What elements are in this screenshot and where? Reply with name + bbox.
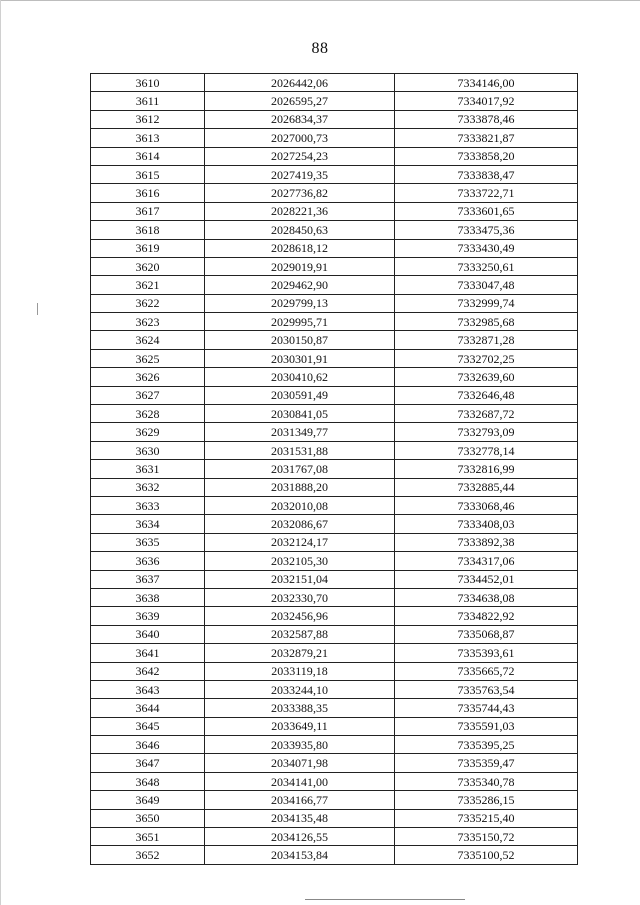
y-coordinate-cell: 7333047,48 (395, 276, 578, 294)
table-row (91, 717, 578, 735)
y-coordinate-cell: 7333430,49 (395, 239, 578, 257)
y-coordinate-cell: 7333838,47 (395, 165, 578, 183)
point-number-cell: 3612 (91, 110, 205, 128)
x-coordinate-cell: 2033244,10 (205, 680, 395, 698)
y-coordinate-cell: 7332639,60 (395, 368, 578, 386)
y-coordinate-cell: 7334146,00 (395, 74, 578, 92)
table-row (91, 644, 578, 662)
x-coordinate-cell: 2032010,08 (205, 496, 395, 514)
table-row (91, 496, 578, 514)
x-coordinate-cell: 2034166,77 (205, 791, 395, 809)
point-number-cell: 3633 (91, 496, 205, 514)
y-coordinate-cell: 7335068,87 (395, 625, 578, 643)
point-number-cell: 3622 (91, 294, 205, 312)
x-coordinate-cell: 2029799,13 (205, 294, 395, 312)
point-number-cell: 3620 (91, 257, 205, 275)
point-number-cell: 3630 (91, 441, 205, 459)
x-coordinate-cell: 2034141,00 (205, 772, 395, 790)
y-coordinate-cell: 7335286,15 (395, 791, 578, 809)
table-row (91, 92, 578, 110)
y-coordinate-cell: 7332687,72 (395, 405, 578, 423)
x-coordinate-cell: 2033388,35 (205, 699, 395, 717)
point-number-cell: 3636 (91, 552, 205, 570)
table-row (91, 515, 578, 533)
x-coordinate-cell: 2028618,12 (205, 239, 395, 257)
x-coordinate-cell: 2032086,67 (205, 515, 395, 533)
y-coordinate-cell: 7335150,72 (395, 828, 578, 846)
y-coordinate-cell: 7334452,01 (395, 570, 578, 588)
page-number: 88 (311, 40, 329, 57)
x-coordinate-cell: 2030301,91 (205, 349, 395, 367)
point-number-cell: 3629 (91, 423, 205, 441)
point-number-cell: 3625 (91, 349, 205, 367)
x-coordinate-cell: 2034153,84 (205, 846, 395, 864)
x-coordinate-cell: 2027736,82 (205, 184, 395, 202)
y-coordinate-cell: 7333821,87 (395, 129, 578, 147)
table-row (91, 405, 578, 423)
scan-mark (37, 303, 38, 315)
y-coordinate-cell: 7335393,61 (395, 644, 578, 662)
table-row (91, 570, 578, 588)
table-row (91, 846, 578, 864)
x-coordinate-cell: 2034071,98 (205, 754, 395, 772)
point-number-cell: 3637 (91, 570, 205, 588)
y-coordinate-cell: 7333408,03 (395, 515, 578, 533)
x-coordinate-cell: 2033935,80 (205, 736, 395, 754)
coordinates-table (90, 73, 578, 865)
table-row (91, 460, 578, 478)
table-row (91, 184, 578, 202)
y-coordinate-cell: 7335395,25 (395, 736, 578, 754)
table-row (91, 331, 578, 349)
point-number-cell: 3632 (91, 478, 205, 496)
y-coordinate-cell: 7333250,61 (395, 257, 578, 275)
x-coordinate-cell: 2031531,88 (205, 441, 395, 459)
page-edge-top (0, 0, 640, 1)
point-number-cell: 3623 (91, 313, 205, 331)
point-number-cell: 3647 (91, 754, 205, 772)
table-row (91, 791, 578, 809)
x-coordinate-cell: 2028221,36 (205, 202, 395, 220)
table-row (91, 478, 578, 496)
table-row (91, 809, 578, 827)
page-edge-bottom-mark (305, 899, 465, 900)
x-coordinate-cell: 2031888,20 (205, 478, 395, 496)
x-coordinate-cell: 2032879,21 (205, 644, 395, 662)
table-row (91, 680, 578, 698)
x-coordinate-cell: 2030841,05 (205, 405, 395, 423)
x-coordinate-cell: 2034135,48 (205, 809, 395, 827)
y-coordinate-cell: 7332999,74 (395, 294, 578, 312)
point-number-cell: 3643 (91, 680, 205, 698)
point-number-cell: 3638 (91, 588, 205, 606)
x-coordinate-cell: 2032105,30 (205, 552, 395, 570)
x-coordinate-cell: 2026595,27 (205, 92, 395, 110)
table-row (91, 368, 578, 386)
y-coordinate-cell: 7333858,20 (395, 147, 578, 165)
y-coordinate-cell: 7332985,68 (395, 313, 578, 331)
y-coordinate-cell: 7335591,03 (395, 717, 578, 735)
y-coordinate-cell: 7333722,71 (395, 184, 578, 202)
point-number-cell: 3624 (91, 331, 205, 349)
table-row (91, 165, 578, 183)
point-number-cell: 3652 (91, 846, 205, 864)
table-row (91, 294, 578, 312)
table-row (91, 276, 578, 294)
y-coordinate-cell: 7332778,14 (395, 441, 578, 459)
x-coordinate-cell: 2026442,06 (205, 74, 395, 92)
point-number-cell: 3614 (91, 147, 205, 165)
y-coordinate-cell: 7332816,99 (395, 460, 578, 478)
point-number-cell: 3626 (91, 368, 205, 386)
point-number-cell: 3644 (91, 699, 205, 717)
x-coordinate-cell: 2030591,49 (205, 386, 395, 404)
point-number-cell: 3639 (91, 607, 205, 625)
x-coordinate-cell: 2032124,17 (205, 533, 395, 551)
point-number-cell: 3618 (91, 221, 205, 239)
y-coordinate-cell: 7335744,43 (395, 699, 578, 717)
y-coordinate-cell: 7334822,92 (395, 607, 578, 625)
x-coordinate-cell: 2033119,18 (205, 662, 395, 680)
y-coordinate-cell: 7334317,06 (395, 552, 578, 570)
x-coordinate-cell: 2032330,70 (205, 588, 395, 606)
y-coordinate-cell: 7332871,28 (395, 331, 578, 349)
point-number-cell: 3627 (91, 386, 205, 404)
x-coordinate-cell: 2032151,04 (205, 570, 395, 588)
point-number-cell: 3621 (91, 276, 205, 294)
point-number-cell: 3619 (91, 239, 205, 257)
y-coordinate-cell: 7334017,92 (395, 92, 578, 110)
table-row (91, 828, 578, 846)
point-number-cell: 3648 (91, 772, 205, 790)
x-coordinate-cell: 2030150,87 (205, 331, 395, 349)
table-row (91, 257, 578, 275)
table-row (91, 423, 578, 441)
point-number-cell: 3628 (91, 405, 205, 423)
y-coordinate-cell: 7334638,08 (395, 588, 578, 606)
point-number-cell: 3610 (91, 74, 205, 92)
x-coordinate-cell: 2027000,73 (205, 129, 395, 147)
x-coordinate-cell: 2030410,62 (205, 368, 395, 386)
table-row (91, 699, 578, 717)
y-coordinate-cell: 7332793,09 (395, 423, 578, 441)
y-coordinate-cell: 7333068,46 (395, 496, 578, 514)
table-row (91, 754, 578, 772)
point-number-cell: 3645 (91, 717, 205, 735)
y-coordinate-cell: 7335665,72 (395, 662, 578, 680)
x-coordinate-cell: 2031767,08 (205, 460, 395, 478)
point-number-cell: 3617 (91, 202, 205, 220)
point-number-cell: 3634 (91, 515, 205, 533)
y-coordinate-cell: 7335763,54 (395, 680, 578, 698)
y-coordinate-cell: 7332885,44 (395, 478, 578, 496)
table-row (91, 349, 578, 367)
table-row (91, 129, 578, 147)
table-row (91, 625, 578, 643)
point-number-cell: 3635 (91, 533, 205, 551)
table-row (91, 110, 578, 128)
x-coordinate-cell: 2029462,90 (205, 276, 395, 294)
point-number-cell: 3615 (91, 165, 205, 183)
point-number-cell: 3642 (91, 662, 205, 680)
y-coordinate-cell: 7335215,40 (395, 809, 578, 827)
page-edge-left (0, 0, 1, 905)
table-row (91, 441, 578, 459)
table-row (91, 147, 578, 165)
coordinates-table-body (91, 74, 578, 865)
y-coordinate-cell: 7333892,38 (395, 533, 578, 551)
point-number-cell: 3650 (91, 809, 205, 827)
x-coordinate-cell: 2027419,35 (205, 165, 395, 183)
x-coordinate-cell: 2029995,71 (205, 313, 395, 331)
y-coordinate-cell: 7333475,36 (395, 221, 578, 239)
point-number-cell: 3641 (91, 644, 205, 662)
table-row (91, 736, 578, 754)
table-row (91, 662, 578, 680)
table-row (91, 772, 578, 790)
x-coordinate-cell: 2027254,23 (205, 147, 395, 165)
point-number-cell: 3649 (91, 791, 205, 809)
x-coordinate-cell: 2033649,11 (205, 717, 395, 735)
y-coordinate-cell: 7332702,25 (395, 349, 578, 367)
table-row (91, 313, 578, 331)
table-row (91, 552, 578, 570)
x-coordinate-cell: 2029019,91 (205, 257, 395, 275)
x-coordinate-cell: 2031349,77 (205, 423, 395, 441)
y-coordinate-cell: 7335340,78 (395, 772, 578, 790)
y-coordinate-cell: 7335359,47 (395, 754, 578, 772)
x-coordinate-cell: 2032456,96 (205, 607, 395, 625)
table-row (91, 74, 578, 92)
x-coordinate-cell: 2028450,63 (205, 221, 395, 239)
point-number-cell: 3611 (91, 92, 205, 110)
table-row (91, 588, 578, 606)
y-coordinate-cell: 7333601,65 (395, 202, 578, 220)
y-coordinate-cell: 7332646,48 (395, 386, 578, 404)
table-row (91, 202, 578, 220)
point-number-cell: 3646 (91, 736, 205, 754)
table-row (91, 386, 578, 404)
x-coordinate-cell: 2034126,55 (205, 828, 395, 846)
x-coordinate-cell: 2032587,88 (205, 625, 395, 643)
point-number-cell: 3616 (91, 184, 205, 202)
table-row (91, 221, 578, 239)
point-number-cell: 3613 (91, 129, 205, 147)
table-row (91, 533, 578, 551)
point-number-cell: 3631 (91, 460, 205, 478)
y-coordinate-cell: 7335100,52 (395, 846, 578, 864)
table-row (91, 239, 578, 257)
table-row (91, 607, 578, 625)
y-coordinate-cell: 7333878,46 (395, 110, 578, 128)
point-number-cell: 3640 (91, 625, 205, 643)
x-coordinate-cell: 2026834,37 (205, 110, 395, 128)
point-number-cell: 3651 (91, 828, 205, 846)
